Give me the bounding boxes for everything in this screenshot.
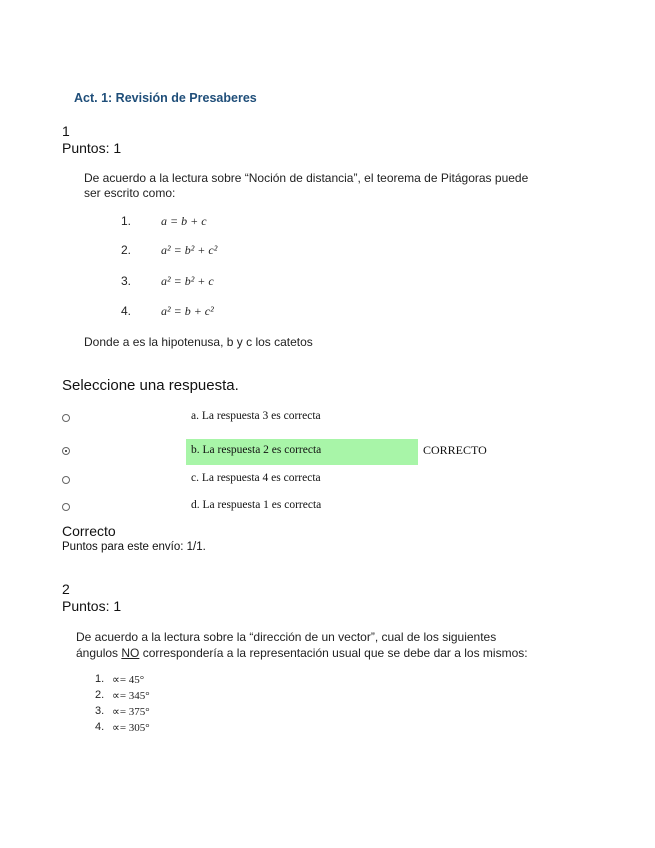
angle-item-number: 4. [95, 721, 105, 733]
angle-item-number: 3. [95, 705, 105, 717]
formula-expression: a² = b² + c [161, 274, 214, 288]
option-a-label[interactable]: a. La respuesta 3 es correcta [191, 410, 321, 422]
score-text: Puntos para este envío: 1/1. [62, 541, 206, 553]
angle-list-item [95, 689, 245, 703]
formula-number: 1. [121, 214, 132, 228]
formula-number: 3. [121, 274, 132, 288]
question-1-points: Puntos: 1 [62, 140, 122, 156]
question-1-stem-line2: ser escrito como: [84, 186, 176, 200]
formula-row [121, 243, 321, 259]
question-2-number: 2 [62, 581, 70, 597]
formula-number: 2. [121, 243, 132, 257]
stem-text-post: correspondería a la representación usual que se debe dar a los mismos: [139, 646, 528, 660]
formula-expression: a² = b² + c² [161, 243, 218, 257]
angle-list-item [95, 673, 245, 687]
result-status: Correcto [62, 523, 116, 539]
formula-number: 4. [121, 304, 132, 318]
radio-option-c[interactable] [62, 476, 70, 484]
formula-expression: a = b + c [161, 214, 207, 228]
radio-option-d[interactable] [62, 503, 70, 511]
angle-item-value: ∝= 375° [112, 706, 150, 718]
angle-item-value: ∝= 305° [112, 722, 150, 734]
question-1-stem-line1: De acuerdo a la lectura sobre “Noción de distancia”, el teorema de Pitágoras puede [84, 171, 529, 185]
option-b-label[interactable]: b. La respuesta 2 es correcta [191, 444, 322, 456]
stem-text-pre: ángulos [76, 646, 122, 660]
select-answer-label: Seleccione una respuesta. [62, 377, 239, 394]
question-1-number: 1 [62, 123, 70, 139]
angle-item-number: 2. [95, 689, 105, 701]
question-2-points: Puntos: 1 [62, 598, 122, 614]
option-c-label[interactable]: c. La respuesta 4 es correcta [191, 472, 321, 484]
angle-list-item [95, 705, 245, 719]
activity-title: Act. 1: Revisión de Presaberes [74, 91, 257, 105]
radio-option-a[interactable] [62, 414, 70, 422]
formula-row [121, 214, 321, 230]
angle-item-value: ∝= 345° [112, 690, 150, 702]
formula-row [121, 304, 321, 320]
formula-expression: a² = b + c² [161, 304, 214, 318]
question-2-stem-line2 [76, 646, 528, 661]
angle-item-number: 1. [95, 673, 105, 685]
formula-row [121, 274, 321, 290]
stem-emphasis-no: NO [121, 646, 140, 660]
correct-tag: CORRECTO [423, 443, 487, 457]
angle-item-value: ∝= 45° [112, 674, 145, 686]
option-d-label[interactable]: d. La respuesta 1 es correcta [191, 499, 322, 511]
radio-option-b[interactable] [62, 447, 70, 455]
question-2-stem-line1: De acuerdo a la lectura sobre la “dirección de un vector”, cual de los siguientes [76, 630, 497, 644]
question-1-note: Donde a es la hipotenusa, b y c los catetos [84, 335, 313, 349]
angle-list-item [95, 721, 245, 735]
